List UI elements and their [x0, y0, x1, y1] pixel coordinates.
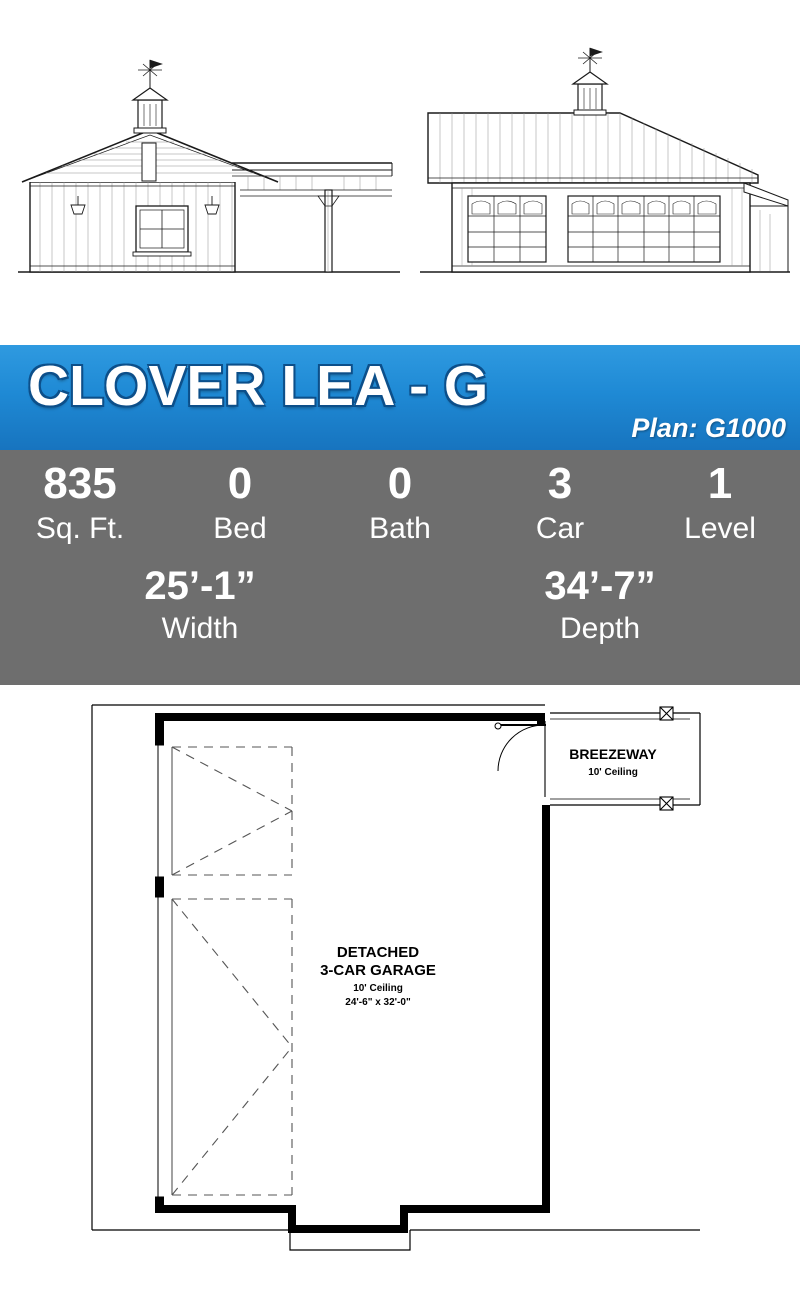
room-ceiling-breezeway: 10' Ceiling [588, 767, 638, 778]
floor-plan [0, 685, 800, 1300]
stat-bed-label: Bed [213, 512, 267, 545]
stat-car-value: 3 [547, 459, 573, 508]
floor-plan-drawing [0, 685, 800, 1300]
stat-level-label: Level [684, 512, 756, 545]
room-label-garage-line1: DETACHED [336, 944, 420, 961]
room-size-garage: 24'-6" x 32'-0" [345, 997, 411, 1008]
room-ceiling-garage: 10' Ceiling [353, 983, 403, 994]
stat-level [640, 458, 800, 548]
stat-square-feet-value: 835 [43, 459, 117, 508]
stat-bath-label: Bath [369, 512, 431, 545]
room-label-garage-line2: 3-CAR GARAGE [320, 962, 436, 979]
stat-depth-label: Depth [559, 612, 641, 645]
room-label-breezeway: BREEZEWAY [569, 746, 657, 762]
stat-width [0, 562, 400, 648]
stat-width-label: Width [161, 612, 239, 645]
elevation-drawings [0, 0, 800, 345]
stat-car [480, 458, 640, 548]
stat-bed-value: 0 [227, 459, 253, 508]
stat-square-feet-label: Sq. Ft. [35, 512, 125, 545]
plan-stats-dimensions-row [0, 548, 800, 648]
stat-bath-value: 0 [387, 459, 413, 508]
stat-square-feet [0, 458, 160, 548]
stat-width-value: 25’-1” [144, 564, 256, 608]
plan-stats [0, 450, 800, 685]
plan-number: Plan: G1000 [631, 413, 786, 443]
stat-depth [400, 562, 800, 648]
stat-level-value: 1 [707, 459, 733, 508]
elevation-images [0, 0, 800, 345]
stat-bath [320, 458, 480, 548]
plan-stats-primary-row [0, 450, 800, 548]
stat-depth-value: 34’-7” [544, 564, 656, 608]
stat-bed [160, 458, 320, 548]
page-title: CLOVER LEA - G [28, 354, 489, 418]
plan-title-bar [0, 345, 800, 450]
stat-car-label: Car [535, 512, 585, 545]
